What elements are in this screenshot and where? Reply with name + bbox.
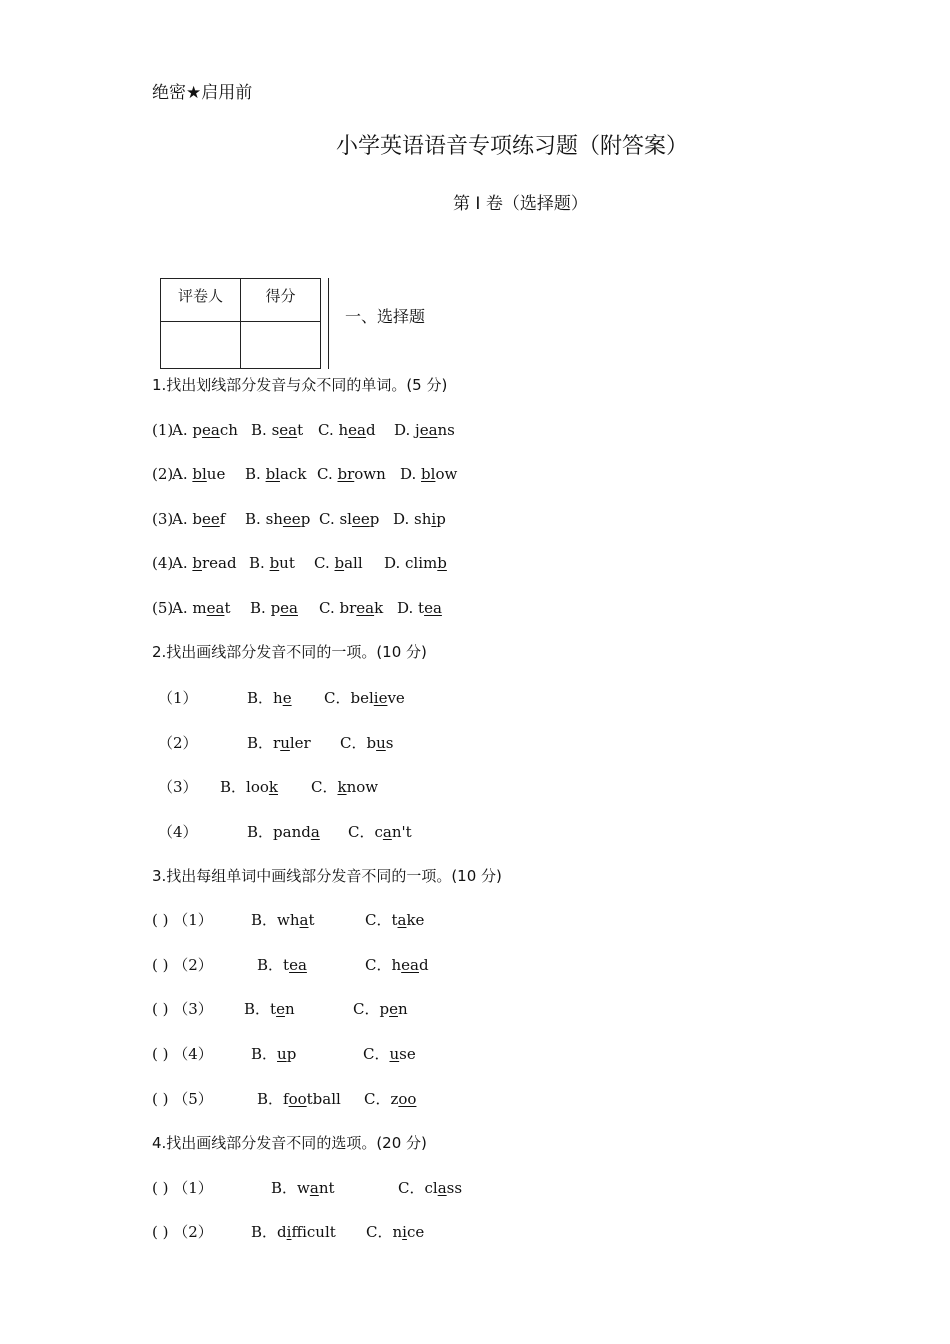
option-letter: C．: [363, 1045, 390, 1063]
answer-option: [348, 823, 412, 841]
option-letter: B.: [245, 510, 266, 528]
word-part: bel: [350, 689, 374, 707]
option-letter: A.: [172, 421, 193, 439]
option-letter: B.: [249, 554, 270, 572]
underlined-sound: ee: [201, 510, 220, 528]
word-part: d: [365, 421, 376, 439]
answer-option: [311, 778, 378, 796]
word-part: w: [297, 1179, 310, 1197]
underlined-sound: ea: [279, 421, 298, 439]
underlined-sound: e: [276, 1000, 285, 1018]
question-number: (5): [152, 599, 174, 617]
option-letter: D.: [394, 421, 416, 439]
underlined-sound: b: [192, 554, 202, 572]
option-letter: A.: [172, 599, 193, 617]
underlined-sound: ea: [280, 599, 298, 617]
question-number: ( ) （3）: [152, 1000, 213, 1018]
word-part: j: [415, 421, 420, 439]
underlined-sound: ea: [348, 421, 366, 439]
underlined-sound: a: [309, 1179, 319, 1197]
word-part: p: [379, 1000, 390, 1018]
option-letter: B．: [257, 956, 284, 974]
answer-option: [251, 1223, 336, 1241]
answer-option: [247, 689, 292, 707]
word-part: p: [270, 599, 281, 617]
option-letter: C.: [318, 421, 339, 439]
answer-option: [318, 421, 376, 439]
underlined-sound: a: [437, 1179, 447, 1197]
answer-option: [317, 465, 386, 483]
underlined-sound: e: [282, 689, 292, 707]
option-letter: C.: [319, 599, 340, 617]
answer-option: [172, 554, 237, 572]
word-part: z: [390, 1090, 399, 1108]
word-part: sh: [265, 510, 283, 528]
option-letter: D.: [384, 554, 406, 572]
word-part: p: [286, 1045, 297, 1063]
word-part: read: [201, 554, 237, 572]
underlined-sound: ie: [373, 689, 388, 707]
confidential-mark: 绝密★启用前: [152, 83, 253, 103]
question-number: (4): [152, 554, 174, 572]
q4-heading: 4.找出画线部分发音不同的选项。(20 分): [152, 1134, 427, 1152]
option-letter: D.: [400, 465, 422, 483]
option-letter: A.: [172, 510, 193, 528]
option-letter: A.: [172, 465, 193, 483]
question-number: (2): [152, 465, 174, 483]
word-part: ke: [406, 911, 425, 929]
answer-option: [172, 510, 225, 528]
option-letter: C．: [365, 956, 392, 974]
underlined-sound: bl: [192, 465, 207, 483]
answer-option: [271, 1179, 335, 1197]
option-letter: B．: [244, 1000, 271, 1018]
word-part: t: [418, 599, 425, 617]
question-number: ( ) （2）: [152, 956, 213, 974]
underlined-sound: a: [397, 911, 407, 929]
word-part: t: [391, 911, 398, 929]
word-part: all: [344, 554, 363, 572]
underlined-sound: b: [269, 554, 280, 572]
answer-option: [314, 554, 363, 572]
word-part: t: [224, 599, 231, 617]
answer-option: [365, 956, 429, 974]
option-letter: D.: [397, 599, 419, 617]
answer-option: [393, 510, 446, 528]
answer-option: [245, 465, 306, 483]
answer-option: [251, 421, 303, 439]
grader-cell: [161, 322, 241, 369]
option-letter: C.: [317, 465, 338, 483]
answer-option: [324, 689, 405, 707]
word-part: ch: [219, 421, 238, 439]
underlined-sound: oo: [288, 1090, 307, 1108]
option-letter: B．: [247, 734, 274, 752]
underlined-sound: ea: [201, 421, 220, 439]
option-letter: C．: [348, 823, 375, 841]
question-number: （3）: [158, 778, 198, 796]
answer-option: [172, 599, 230, 617]
word-part: h: [338, 421, 349, 439]
word-part: ss: [446, 1179, 463, 1197]
answer-option: [251, 1045, 296, 1063]
underlined-sound: ea: [289, 956, 307, 974]
underlined-sound: br: [337, 465, 355, 483]
word-part: f: [283, 1090, 289, 1108]
word-part: h: [391, 956, 402, 974]
question-number: ( ) （1）: [152, 1179, 213, 1197]
option-letter: B.: [250, 599, 271, 617]
underlined-sound: u: [376, 734, 386, 752]
word-part: n't: [391, 823, 412, 841]
underlined-sound: b: [334, 554, 345, 572]
answer-option: [353, 1000, 408, 1018]
word-part: t: [308, 911, 315, 929]
answer-option: [366, 1223, 424, 1241]
answer-option: [247, 823, 320, 841]
question-number: (3): [152, 510, 174, 528]
answer-option: [398, 1179, 462, 1197]
option-letter: C．: [340, 734, 367, 752]
underlined-sound: i: [286, 1223, 292, 1241]
answer-option: [251, 911, 315, 929]
underlined-sound: b: [437, 554, 447, 572]
word-part: k: [374, 599, 384, 617]
option-letter: B．: [271, 1179, 298, 1197]
underlined-sound: a: [382, 823, 392, 841]
word-part: ve: [387, 689, 405, 707]
answer-option: [340, 734, 393, 752]
answer-option: [247, 734, 311, 752]
answer-option: [172, 465, 225, 483]
question-number: ( ) （5）: [152, 1090, 213, 1108]
volume-subtitle: 第 I 卷（选择题）: [453, 194, 588, 214]
option-letter: B．: [251, 1223, 278, 1241]
option-letter: B．: [251, 911, 278, 929]
answer-option: [250, 599, 298, 617]
word-part: ler: [289, 734, 311, 752]
answer-option: [400, 465, 457, 483]
word-part: f: [219, 510, 226, 528]
word-part: t: [297, 421, 304, 439]
word-part: b: [366, 734, 377, 752]
word-part: nt: [318, 1179, 335, 1197]
q2-heading: 2.找出画线部分发音不同的一项。(10 分): [152, 643, 427, 661]
option-letter: B．: [247, 823, 274, 841]
answer-option: [365, 911, 424, 929]
page-title: 小学英语语音专项练习题（附答案）: [336, 134, 689, 159]
underlined-sound: ea: [206, 599, 225, 617]
option-letter: B.: [245, 465, 266, 483]
word-part: sh: [414, 510, 432, 528]
underlined-sound: ea: [401, 956, 419, 974]
answer-option: [363, 1045, 416, 1063]
word-part: ack: [279, 465, 307, 483]
word-part: pand: [273, 823, 311, 841]
option-letter: C．: [365, 911, 392, 929]
option-letter: C．: [364, 1090, 391, 1108]
answer-option: [257, 956, 307, 974]
word-part: p: [192, 421, 202, 439]
question-number: ( ) （4）: [152, 1045, 213, 1063]
word-part: tball: [306, 1090, 341, 1108]
section-heading: 一、选择题: [345, 307, 426, 326]
underlined-sound: u: [280, 734, 290, 752]
word-part: b: [192, 510, 202, 528]
word-part: ow: [435, 465, 458, 483]
underlined-sound: bl: [421, 465, 436, 483]
word-part: d: [277, 1223, 287, 1241]
underlined-sound: k: [337, 778, 347, 796]
word-part: ce: [406, 1223, 425, 1241]
word-part: sl: [339, 510, 352, 528]
answer-option: [172, 421, 238, 439]
underlined-sound: e: [389, 1000, 398, 1018]
answer-option: [394, 421, 455, 439]
word-part: h: [273, 689, 283, 707]
score-header: 得分: [241, 279, 321, 322]
question-number: （1）: [158, 689, 198, 707]
word-part: br: [339, 599, 357, 617]
answer-option: [257, 1090, 341, 1108]
underlined-sound: ee: [351, 510, 370, 528]
word-part: p: [369, 510, 380, 528]
answer-option: [384, 554, 447, 572]
option-letter: C.: [314, 554, 335, 572]
underlined-sound: ea: [419, 421, 438, 439]
word-part: m: [192, 599, 207, 617]
answer-option: [249, 554, 295, 572]
word-part: cl: [424, 1179, 438, 1197]
answer-option: [245, 510, 310, 528]
word-part: p: [436, 510, 446, 528]
option-letter: A.: [172, 554, 193, 572]
question-number: （4）: [158, 823, 198, 841]
word-part: t: [270, 1000, 277, 1018]
word-part: n: [397, 1000, 408, 1018]
q1-heading: 1.找出划线部分发音与众不同的单词。(5 分): [152, 376, 448, 394]
answer-option: [319, 510, 379, 528]
option-letter: B．: [220, 778, 247, 796]
underlined-sound: k: [268, 778, 278, 796]
underlined-sound: a: [310, 823, 320, 841]
option-letter: D.: [393, 510, 415, 528]
word-part: n: [284, 1000, 295, 1018]
underlined-sound: oo: [398, 1090, 417, 1108]
option-letter: C．: [353, 1000, 380, 1018]
word-part: own: [354, 465, 386, 483]
score-table: [160, 278, 321, 369]
underlined-sound: ea: [356, 599, 375, 617]
question-number: (1): [152, 421, 174, 439]
option-letter: C．: [324, 689, 351, 707]
word-part: ut: [279, 554, 295, 572]
word-part: loo: [246, 778, 269, 796]
answer-option: [220, 778, 278, 796]
underlined-sound: a: [299, 911, 309, 929]
word-part: c: [374, 823, 383, 841]
word-part: se: [399, 1045, 416, 1063]
option-letter: B．: [247, 689, 274, 707]
word-part: t: [283, 956, 290, 974]
word-part: now: [346, 778, 379, 796]
word-part: r: [273, 734, 281, 752]
option-letter: C．: [311, 778, 338, 796]
option-letter: C.: [319, 510, 340, 528]
question-number: （2）: [158, 734, 198, 752]
grader-header: 评卷人: [161, 279, 241, 322]
option-letter: B.: [251, 421, 272, 439]
score-cell: [241, 322, 321, 369]
underlined-sound: i: [431, 510, 437, 528]
underlined-sound: ee: [282, 510, 301, 528]
answer-option: [364, 1090, 416, 1108]
underlined-sound: ea: [424, 599, 442, 617]
underlined-sound: bl: [265, 465, 280, 483]
word-part: d: [418, 956, 429, 974]
underlined-sound: u: [389, 1045, 400, 1063]
option-letter: C．: [366, 1223, 393, 1241]
question-number: ( ) （1）: [152, 911, 213, 929]
answer-option: [397, 599, 442, 617]
word-part: fficult: [291, 1223, 336, 1241]
underlined-sound: i: [402, 1223, 407, 1241]
word-part: p: [300, 510, 311, 528]
underlined-sound: u: [277, 1045, 287, 1063]
answer-option: [244, 1000, 295, 1018]
word-part: ue: [206, 465, 226, 483]
q3-heading: 3.找出每组单词中画线部分发音不同的一项。(10 分): [152, 867, 502, 885]
word-part: wh: [277, 911, 300, 929]
question-number: ( ) （2）: [152, 1223, 213, 1241]
word-part: clim: [405, 554, 438, 572]
option-letter: B．: [251, 1045, 278, 1063]
answer-option: [319, 599, 383, 617]
table-double-border: [328, 278, 329, 369]
word-part: s: [385, 734, 394, 752]
word-part: n: [392, 1223, 403, 1241]
word-part: s: [271, 421, 280, 439]
word-part: ns: [437, 421, 455, 439]
option-letter: B．: [257, 1090, 284, 1108]
option-letter: C．: [398, 1179, 425, 1197]
